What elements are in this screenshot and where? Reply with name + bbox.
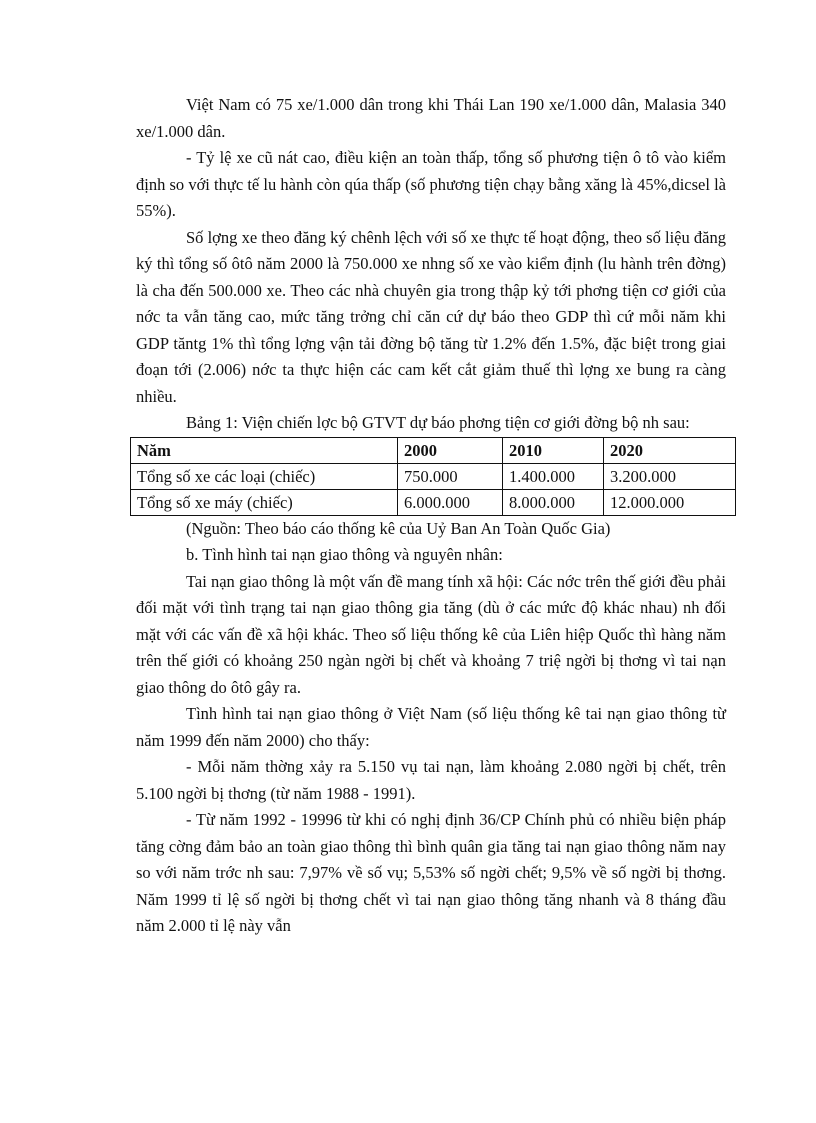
table-cell: Tổng số xe máy (chiếc): [131, 489, 398, 515]
paragraph-global-accidents: Tai nạn giao thông là một vấn đề mang tính xã hội: Các nớc trên thế giới đều phải đối mặt với tình trạng tai nạn giao thông gia tăng (dù ở các mức độ khác nhau) nh đối mặt với các vấn đề xã hội khác. Theo số liệu thống kê của Liên hiệp Quốc thì hàng năm trên thế giới có khoảng 250 ngàn ngời bị chết và khoảng 7 triệ ngời bị thơng vì tai nạn giao thông do ôtô gây ra.: [136, 571, 726, 697]
table-header-cell: 2020: [604, 437, 736, 463]
paragraph-registration-gap: Số lợng xe theo đăng ký chênh lệch với số xe thực tế hoạt động, theo số liệu đăng ký thì tổng số ôtô năm 2000 là 750.000 xe nhng số xe vào kiểm định (lu hành trên đờng) là cha đến 500.000 xe. Theo các nhà chuyên gia trong thập kỷ tới phơng tiện cơ giới của nớc ta vẫn tăng cao, mức tăng trởng chỉ căn cứ dự báo theo GDP thì cứ mỗi năm khi GDP tăntg 1% thì tổng lợng vận tải đờng bộ tăng từ 1.2% đến 1.5%, đặc biệt trong giai đoạn tới (2.006) nớc ta thực hiện các cam kết cắt giảm thuế thì lợng xe bung ra càng nhiều.: [136, 227, 726, 406]
paragraph-vietnam-situation: Tình hình tai nạn giao thông ở Việt Nam (số liệu thống kê tai nạn giao thông từ năm 1999 đến năm 2000) cho thấy:: [136, 704, 726, 750]
table-cell: 8.000.000: [503, 489, 604, 515]
table-cell: 12.000.000: [604, 489, 736, 515]
table-header-row: [131, 437, 736, 463]
table-cell: 1.400.000: [503, 463, 604, 489]
section-heading: b. Tình hình tai nạn giao thông và nguyên nhân:: [186, 545, 503, 564]
table-cell: 3.200.000: [604, 463, 736, 489]
table-cell: Tổng số xe các loại (chiếc): [131, 463, 398, 489]
paragraph-vehicle-density: Việt Nam có 75 xe/1.000 dân trong khi Thái Lan 190 xe/1.000 dân, Malasia 340 xe/1.000 dân.: [136, 95, 726, 141]
document-page: [136, 92, 726, 940]
paragraph-old-vehicles: - Tỷ lệ xe cũ nát cao, điều kiện an toàn thấp, tổng số phương tiện ô tô vào kiểm định so với thực tế lu hành còn qúa thấp (số phương tiện chạy bằng xăng là 45%,dicsel là 55%).: [136, 148, 726, 220]
table-header-cell: Năm: [131, 437, 398, 463]
table-caption: Bảng 1: Viện chiến lợc bộ GTVT dự báo phơng tiện cơ giới đờng bộ nh sau:: [186, 413, 690, 432]
table-header-cell: 2010: [503, 437, 604, 463]
paragraph-yearly-stats: - Mỗi năm thờng xảy ra 5.150 vụ tai nạn, làm khoảng 2.080 ngời bị chết, trên 5.100 ngời bị thơng (từ năm 1988 - 1991).: [136, 757, 726, 803]
vehicle-forecast-table: [130, 437, 736, 516]
table-header-cell: 2000: [398, 437, 503, 463]
source-note: (Nguồn: Theo báo cáo thống kê của Uỷ Ban An Toàn Quốc Gia): [186, 518, 611, 538]
table-cell: 6.000.000: [398, 489, 503, 515]
paragraph-decree-36: - Từ năm 1992 - 19996 từ khi có nghị định 36/CP Chính phủ có nhiều biện pháp tăng cờng đảm bảo an toàn giao thông thì bình quân gia tăng tai nạn giao thông năm nay so với năm trớc nh sau: 7,97% về số vụ; 5,53% số ngời chết; 9,5% về số ngời bị thơng. Năm 1999 tỉ lệ số ngời bị thơng chết vì tai nạn giao thông tăng nhanh và 8 tháng đầu năm 2.000 tỉ lệ này vẫn: [136, 810, 726, 935]
table-row: [131, 463, 736, 489]
table-cell: 750.000: [398, 463, 503, 489]
table-row: [131, 489, 736, 515]
